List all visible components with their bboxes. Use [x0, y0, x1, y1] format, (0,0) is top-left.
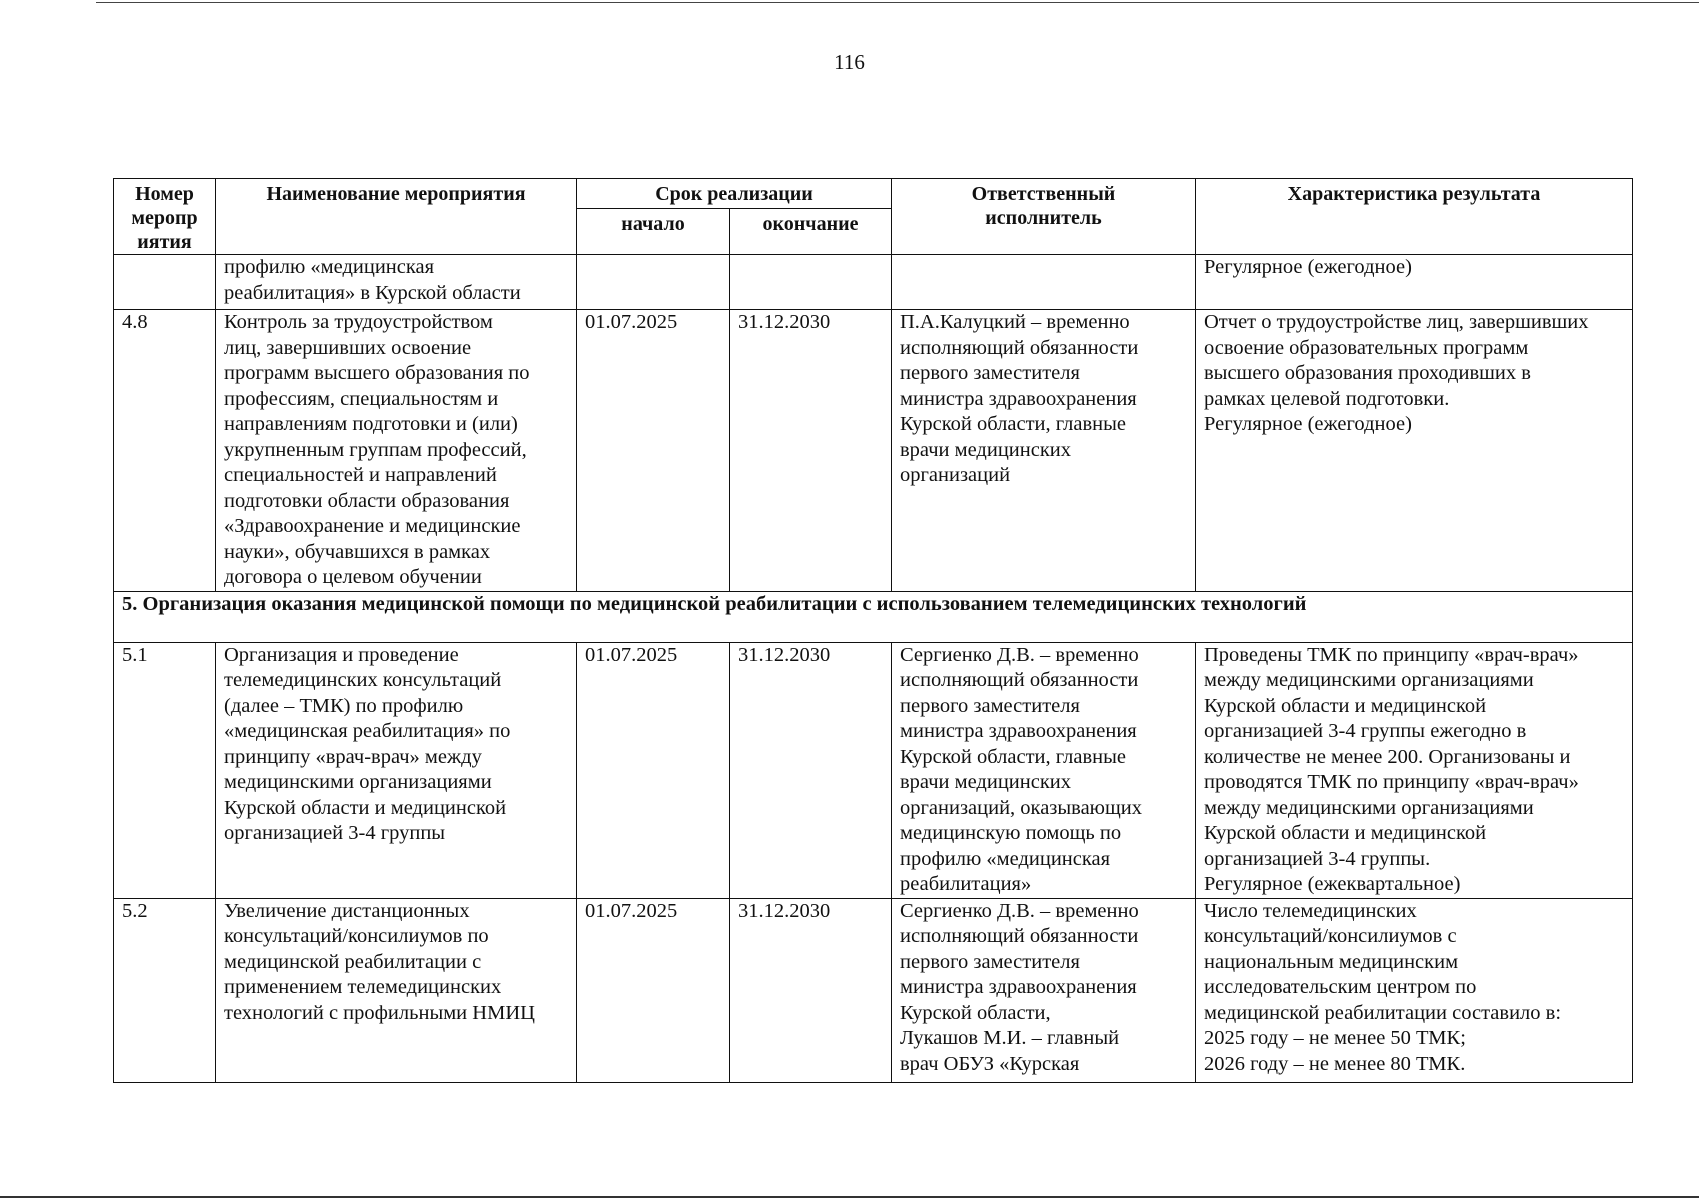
cell-number — [114, 255, 216, 310]
cell-responsible: Сергиенко Д.В. – временно исполняющий обязанности первого заместителя министра здравоохранения Курской области, главные врачи медицинских организаций, оказывающих медицинскую помощь по профилю «медицинская реабилитация» — [892, 642, 1196, 898]
cell-name: профилю «медицинская реабилитация» в Курской области — [216, 255, 577, 310]
cell-result: Число телемедицинских консультаций/консилиумов с национальным медицинским исследовательским центром по медицинской реабилитации составило в: 2025 году – не менее 50 ТМК; 2026 году – не менее 80 ТМК. — [1196, 898, 1633, 1082]
scan-edge-bottom — [0, 1196, 1699, 1198]
cell-result: Проведены ТМК по принципу «врач-врач» между медицинскими организациями Курской области и медицинской организацией 3-4 группы ежегодно в количестве не менее 200. Организованы и проводятся ТМК по принципу «врач-врач» между медицинскими организациями Курской области и медицинской организацией 3-4 группы. Регулярное (ежеквартальное) — [1196, 642, 1633, 898]
header-name: Наименование мероприятия — [216, 179, 577, 255]
cell-name: Организация и проведение телемедицинских консультаций (далее – ТМК) по профилю «медицинская реабилитация» по принципу «врач-врач» между медицинскими организациями Курской области и медицинской организацией 3-4 группы — [216, 642, 577, 898]
table-row-5-2 — [114, 898, 1633, 1082]
cell-number: 5.2 — [114, 898, 216, 1082]
cell-result: Отчет о трудоустройстве лиц, завершивших освоение образовательных программ высшего образования проходивших в рамках целевой подготовки. Регулярное (ежегодное) — [1196, 310, 1633, 592]
table-row-5-1 — [114, 642, 1633, 898]
header-end: окончание — [730, 209, 892, 255]
cell-responsible — [892, 255, 1196, 310]
cell-start: 01.07.2025 — [577, 642, 730, 898]
cell-end — [730, 255, 892, 310]
header-number: Номер меропр иятия — [114, 179, 216, 255]
header-responsible: Ответственный исполнитель — [892, 179, 1196, 255]
cell-end: 31.12.2030 — [730, 898, 892, 1082]
cell-number: 5.1 — [114, 642, 216, 898]
header-result: Характеристика результата — [1196, 179, 1633, 255]
header-term: Срок реализации — [577, 179, 892, 209]
section-heading-row — [114, 591, 1633, 642]
table-row-continuation — [114, 255, 1633, 310]
cell-number: 4.8 — [114, 310, 216, 592]
cell-responsible: П.А.Калуцкий – временно исполняющий обязанности первого заместителя министра здравоохранения Курской области, главные врачи медицинских организаций — [892, 310, 1196, 592]
cell-result: Регулярное (ежегодное) — [1196, 255, 1633, 310]
cell-name: Увеличение дистанционных консультаций/консилиумов по медицинской реабилитации с применением телемедицинских технологий с профильными НМИЦ — [216, 898, 577, 1082]
page-number: 116 — [834, 50, 865, 74]
cell-name: Контроль за трудоустройством лиц, завершивших освоение программ высшего образования по профессиям, специальностям и направлениям подготовки и (или) укрупненным группам профессий, специальностей и направлений подготовки области образования «Здравоохранение и медицинские науки», обучавшихся в рамках договора о целевом обучении — [216, 310, 577, 592]
cell-start: 01.07.2025 — [577, 310, 730, 592]
cell-start: 01.07.2025 — [577, 898, 730, 1082]
scan-edge-top — [96, 2, 1699, 3]
cell-end: 31.12.2030 — [730, 310, 892, 592]
table-row-4-8 — [114, 310, 1633, 592]
section-5-title: 5. Организация оказания медицинской помощи по медицинской реабилитации с использованием телемедицинских технологий — [114, 591, 1633, 642]
cell-responsible: Сергиенко Д.В. – временно исполняющий обязанности первого заместителя министра здравоохранения Курской области, Лукашов М.И. – главный врач ОБУЗ «Курская — [892, 898, 1196, 1082]
header-row — [114, 179, 1633, 209]
header-start: начало — [577, 209, 730, 255]
cell-end: 31.12.2030 — [730, 642, 892, 898]
cell-start — [577, 255, 730, 310]
activities-table — [113, 178, 1633, 1083]
